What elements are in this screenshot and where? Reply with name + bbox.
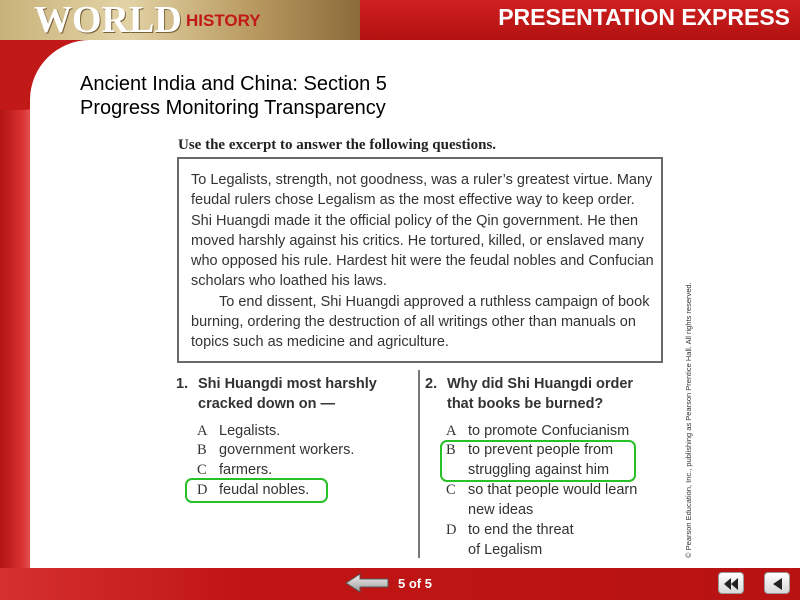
left-frame: [0, 40, 30, 570]
question-1: [176, 374, 416, 416]
slide-title-line1: Ancient India and China: Section 5: [80, 73, 387, 95]
option-text-line2: struggling against him: [468, 461, 610, 478]
copyright-notice: © Pearson Education, Inc., publishing as Pearson Prentice Hall. All rights reserved.: [684, 282, 693, 558]
previous-button[interactable]: [764, 572, 790, 594]
slide-title-line2: Progress Monitoring Transparency: [80, 97, 386, 119]
option-text: [468, 481, 637, 520]
question-2: [425, 374, 665, 416]
q2-correct-answer-highlight: [440, 440, 636, 482]
option-letter: A: [197, 423, 208, 439]
question-1-number: 1.: [176, 376, 189, 392]
option-text: to promote Confucianism: [468, 423, 630, 439]
rewind-icon: [719, 573, 745, 595]
brand-history-logo: HISTORY: [186, 11, 261, 30]
instructions: Use the excerpt to answer the following questions.: [178, 137, 497, 153]
option-letter: C: [446, 482, 456, 498]
option-text: feudal nobles.: [219, 482, 310, 498]
header-bar: [0, 0, 800, 40]
option-text: [468, 521, 574, 560]
option-letter: C: [197, 462, 207, 478]
question-1-text: [198, 374, 377, 414]
rewind-button[interactable]: [718, 572, 744, 594]
option-text: farmers.: [219, 462, 273, 478]
question-1-line2: cracked down on —: [198, 396, 335, 412]
previous-icon: [765, 573, 791, 595]
column-divider: [418, 370, 420, 558]
option-text-line1: so that people would learn: [468, 482, 638, 498]
option-text-line2: of Legalism: [468, 541, 543, 558]
option-letter: D: [446, 522, 457, 538]
option-text-line2: new ideas: [468, 501, 534, 518]
option-letter: D: [197, 482, 208, 498]
option-letter: A: [446, 423, 457, 439]
question-2-text: [447, 374, 633, 414]
question-1-line1: Shi Huangdi most harshly: [198, 376, 377, 392]
excerpt-paragraph-1: To Legalists, strength, not goodness, was a ruler’s greatest virtue. Many feudal rulers chose Legalism as the most effective way to keep order. Shi Huangdi made it the official policy of the Qin government. He then moved harshly against his critics. He tortured, killed, or enslaved many who opposed his rule. Hardest hit were the feudal nobles and Confucian scholars who loathed his laws.: [191, 172, 654, 290]
product-name: PRESENTATION EXPRESS: [498, 4, 790, 30]
product-banner: [360, 0, 800, 40]
back-arrow-icon[interactable]: [344, 572, 390, 594]
excerpt-paragraph-2: To end dissent, Shi Huangdi approved a ruthless campaign of book burning, ordering the destruction of all writings other than manuals on topics such as medicine and agriculture.: [191, 293, 650, 351]
q1-correct-answer-highlight: [185, 478, 328, 503]
question-2-number: 2.: [425, 376, 438, 392]
brand-banner: [0, 0, 360, 40]
question-2-line2: that books be burned?: [447, 396, 604, 412]
option-text: government workers.: [219, 442, 355, 458]
option-text: Legalists.: [219, 423, 281, 439]
option-letter: B: [446, 442, 456, 458]
option-text-line1: to prevent people from: [468, 442, 614, 458]
brand-world-logo: WORLD: [34, 0, 182, 40]
excerpt-text: [191, 170, 656, 353]
question-2-line1: Why did Shi Huangdi order: [447, 376, 634, 392]
option-letter: B: [197, 442, 207, 458]
slide-title: [80, 72, 387, 120]
option-text-line1: to end the threat: [468, 522, 574, 538]
page-indicator: 5 of 5: [398, 576, 432, 591]
